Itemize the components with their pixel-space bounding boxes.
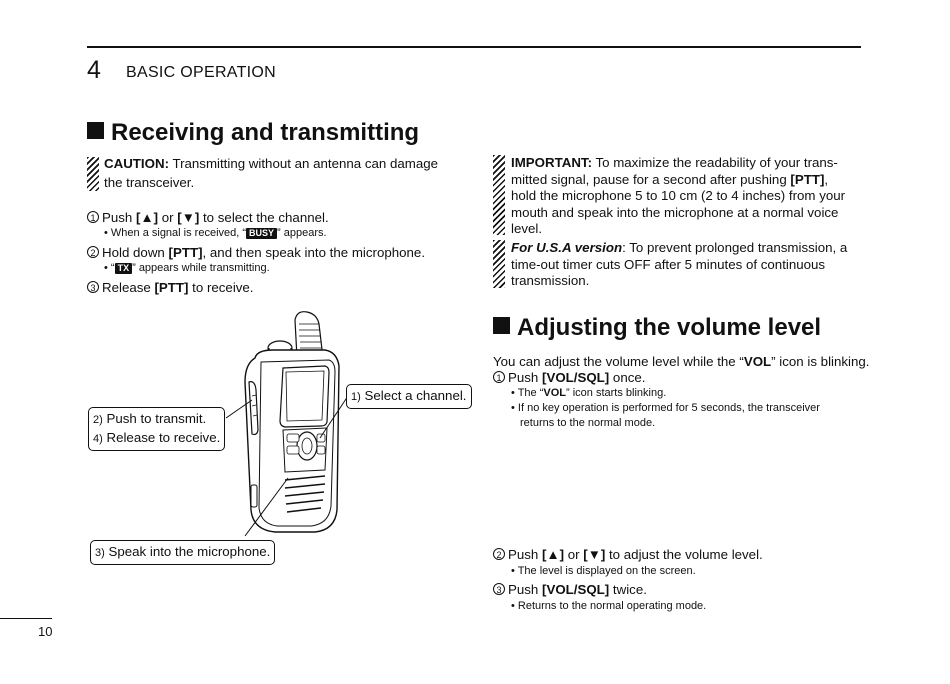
busy-badge: BUSY [246, 228, 277, 239]
step-3-release-ptt: 3 Release [PTT] to receive. [87, 280, 254, 297]
step-1-bullet: • When a signal is received, “ BUSY ” appears. [104, 227, 327, 239]
callout-leader-lines [200, 360, 360, 550]
page-number: 10 [38, 624, 53, 639]
volume-step-2: 2 Push [▲] or [▼] to adjust the volume level. [493, 547, 763, 564]
section-heading-volume: Adjusting the volume level [493, 314, 821, 342]
footer-rule [0, 618, 52, 619]
usa-hatch-marker [493, 240, 505, 288]
heading-square-icon [493, 317, 510, 334]
step-2-bullet: • “ TX ” appears while transmitting. [104, 262, 270, 274]
volume-step-1-bullet-1: • The “VOL” icon starts blinking. [511, 387, 667, 399]
important-hatch-marker [493, 155, 505, 235]
step-2-hold-ptt: 2 Hold down [PTT], and then speak into the microphone. [87, 245, 425, 262]
volume-step-1: 1 Push [VOL/SQL] once. [493, 370, 645, 387]
callout-push-release: 2) Push to transmit. 4) Release to receive. [88, 407, 225, 451]
header-rule [87, 46, 861, 48]
heading-square-icon [87, 122, 104, 139]
callout-select-channel: 1) Select a channel. [346, 384, 472, 409]
caution-note: CAUTION: Transmitting without an antenna can damage the transceiver. [104, 156, 439, 190]
volume-step-3: 3 Push [VOL/SQL] twice. [493, 582, 647, 599]
callout-speak-microphone: 3) Speak into the microphone. [90, 540, 275, 565]
volume-intro: You can adjust the volume level while the “VOL” icon is blinking. [493, 354, 870, 369]
caution-hatch-marker [87, 157, 99, 191]
tx-badge: TX [115, 263, 133, 274]
important-note: IMPORTANT: To maximize the readability of your trans- mitted signal, pause for a second after pushing [PTT], hold the microphone 5 to 10 cm (2 to 4 inches) from your mouth and speak into the microphone at a normal voice level. [511, 155, 846, 237]
section-heading-receiving: Receiving and transmitting [87, 119, 419, 147]
volume-step-1-bullet-2: • If no key operation is performed for 5 seconds, the transceiver returns to the normal mode. [511, 402, 820, 429]
usa-version-note: For U.S.A version: To prevent prolonged transmission, a time-out timer cuts OFF after 5 minutes of continuous transmission. [511, 240, 848, 289]
volume-step-2-bullet: • The level is displayed on the screen. [511, 565, 696, 577]
volume-step-3-bullet: • Returns to the normal operating mode. [511, 600, 707, 612]
step-1-select-channel: 1 Push [▲] or [▼] to select the channel. [87, 210, 329, 227]
chapter-title: BASIC OPERATION [126, 64, 277, 81]
chapter-number: 4 [87, 56, 101, 84]
